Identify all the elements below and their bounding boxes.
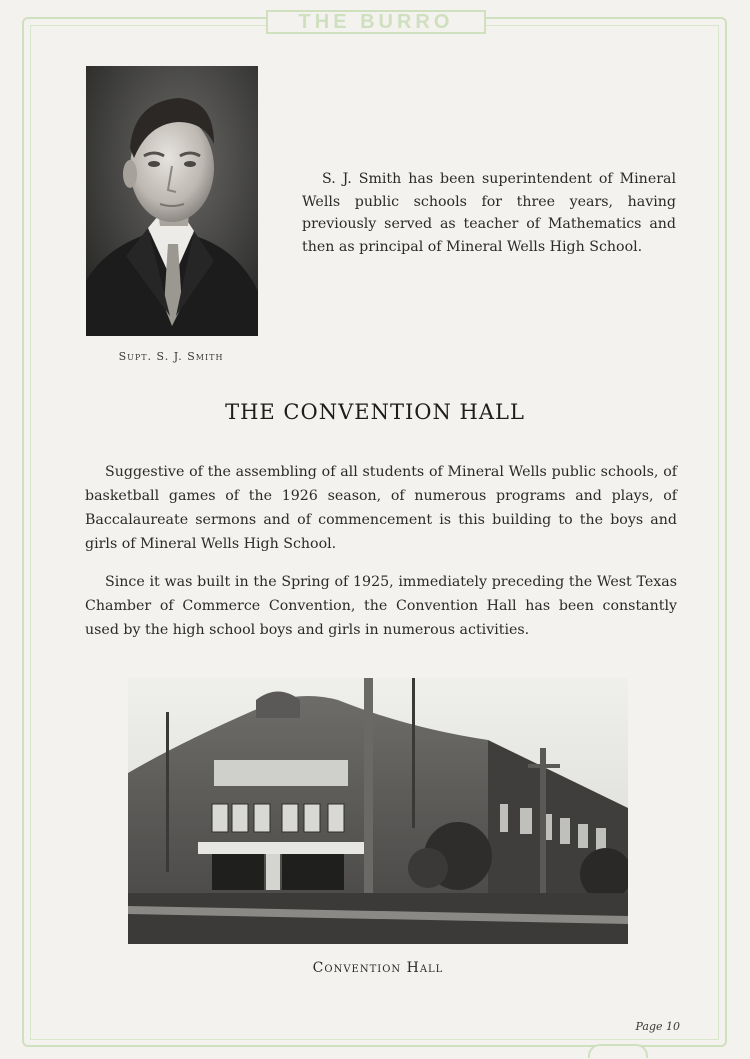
superintendent-portrait-photo bbox=[86, 66, 258, 336]
bottom-ornament bbox=[588, 1044, 648, 1058]
portrait-caption: Supt. S. J. Smith bbox=[118, 350, 224, 363]
section-heading: THE CONVENTION HALL bbox=[225, 400, 525, 424]
convention-hall-photo bbox=[128, 678, 628, 944]
body-paragraph-1: Suggestive of the assembling of all students of Mineral Wells public schools, of basketball games of the 1926 season, of numerous programs and plays, of Baccalaureate sermons and of commencement is this building to the boys and girls of Mineral Wells High School. bbox=[85, 464, 677, 552]
masthead-title: THE BURRO bbox=[266, 10, 486, 34]
photo-caption: Convention Hall bbox=[312, 960, 444, 976]
page-number: Page 10 bbox=[635, 1020, 680, 1033]
body-paragraph-2: Since it was built in the Spring of 1925, immediately preceding the West Texas Chamber of Commerce Convention, the Convention Hall has been constantly used by the high school boys and girls in numerous activities. bbox=[85, 574, 677, 638]
superintendent-intro-text: S. J. Smith has been superintendent of Mineral Wells public schools for three years, having previously served as teacher of Mathematics and then as principal of Mineral Wells High School. bbox=[302, 171, 676, 255]
